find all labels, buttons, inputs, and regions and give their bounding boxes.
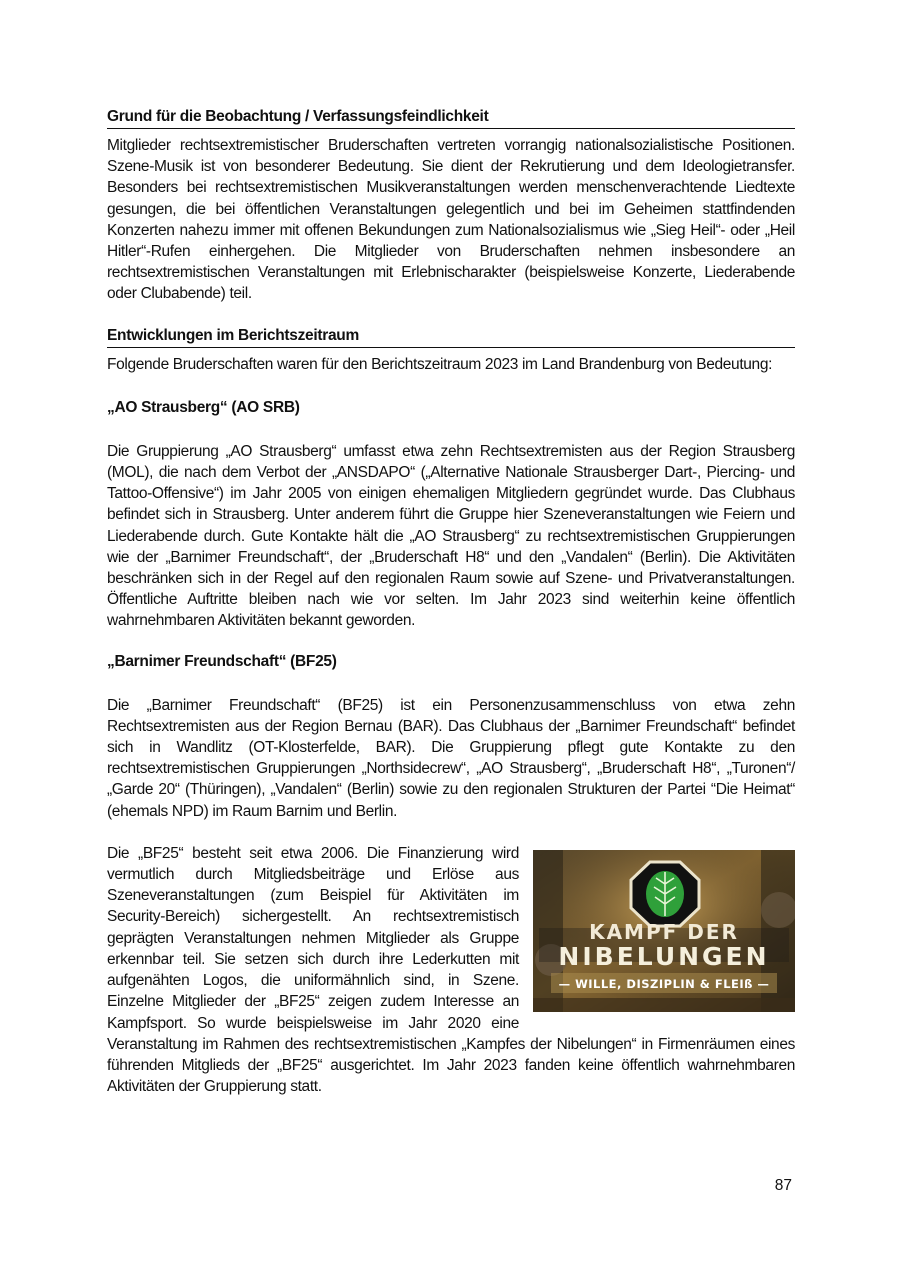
paragraph-reason: Mitglieder rechtsextremistischer Bruderschaften vertreten vorrangig nationalsozialistische Positionen. Szene-Musik ist von besonderer Bedeutung. Sie dient der Rekrutierung und dem Ideologietransfer. Besonders bei rechtsextremistischen Musikveranstaltungen werden menschenverachtende Liedtexte gesungen, die bei öffentlichen Veranstaltungen gelegentlich und bei im Geheimen stattfindenden Konzerten nahezu immer mit offenen Bekundungen zum Nationalsozialismus wie „Sieg Heil“- oder „Heil Hitler“-Rufen einhergehen. Die Mitglieder von Bruderschaften nehmen insbesondere an rechtsextremistischen Veranstaltungen mit Erlebnischarakter (beispielsweise Konzerte, Liederabende oder Clubabende) teil. bbox=[107, 137, 795, 303]
paragraph-developments-intro: Folgende Bruderschaften waren für den Berichtszeitraum 2023 im Land Brandenburg von Bedeutung: bbox=[107, 355, 773, 373]
subheading-ao-strausberg: „AO Strausberg“ (AO SRB) bbox=[107, 398, 300, 416]
paragraph-bf25-1: Die „Barnimer Freundschaft“ (BF25) ist ein Personenzusammenschluss von etwa zehn Rechtsextremisten aus der Region Bernau (BAR). Das Clubhaus der „Barnimer Freundschaft“ befindet sich in Wandlitz (OT-Klosterfelde, BAR). Die Gruppierung pflegt gute Kontakte zu den rechtsextremistischen Gruppierungen „Northsidecrew“, „AO Strausberg“, „Bruderschaft H8“, „Turonen“/ „Garde 20“ (Thüringen), „Vandalen“ (Berlin) sowie zu den regionalen Strukturen der Partei “Die Heimat“ (ehemals NPD) im Raum Barnim und Berlin. bbox=[107, 696, 795, 820]
subheading-bf25: „Barnimer Freundschaft“ (BF25) bbox=[107, 652, 337, 670]
paragraph-bf25-2: Die „BF25“ besteht seit etwa 2006. Die Finanzierung wird vermutlich durch Mitgliedsbeiträge und Erlöse aus Szeneveranstaltungen (zum Beispiel für Aktivitäten im Security-Bereich) sichergestellt. An rechtsextremistisch geprägten Veranstaltungen nehmen Mitglieder als Gruppe erkennbar teil. Sie setzen sich durch ihre Lederkutten mit aufgenähten Logos, die uniformähnlich sind, in Szene. Einzelne Mitglieder der „BF25“ zeigen zudem Interesse an Kampfsport. So wurde beispielsweise im Jahr 2020 eine Veranstaltung im Rahmen des rechtsextremistischen „Kampfes der Nibelungen“ in Firmenräumen eines führenden Mitglieds der „BF25“ ausgerichtet. Im Jahr 2023 fanden keine öffentlich wahrnehmbaren Aktivitäten der Gruppierung statt. bbox=[107, 844, 795, 1096]
document-page bbox=[107, 100, 795, 1097]
paragraph-ao-strausberg: Die Gruppierung „AO Strausberg“ umfasst etwa zehn Rechtsextremisten aus der Region Strausberg (MOL), die nach dem Verbot der „ANSDAPO“ („Alternative Nationale Strausberger Dart-, Piercing- und Tattoo-Offensive“) im Jahr 2005 von einigen ehemaligen Mitgliedern gegründet wurde. Das Clubhaus befindet sich in Strausberg. Unter anderem führt die Gruppe hier Szeneveranstaltungen wie Feiern und Liederabende durch. Gute Kontakte hält die „AO Strausberg“ zu rechtsextremistischen Gruppierungen wie der „Barnimer Freundschaft“, der „Bruderschaft H8“ und den „Vandalen“ (Berlin). Die Aktivitäten beschränken sich in der Regel auf den regionalen Raum sowie auf Szene- und Privatveranstaltungen. Öffentliche Auftritte bleiben nach wie vor selten. Im Jahr 2023 sind weiterhin keine öffentlich wahrnehmbaren Aktivitäten bekannt geworden. bbox=[107, 442, 795, 630]
svg-text:KAMPF DER: KAMPF DER bbox=[589, 919, 739, 944]
svg-text:NIBELUNGEN: NIBELUNGEN bbox=[558, 941, 770, 971]
section-heading-developments: Entwicklungen im Berichtszeitraum bbox=[107, 327, 795, 348]
kampf-der-nibelungen-image bbox=[533, 850, 795, 1012]
svg-text:— WILLE, DISZIPLIN & FLEIß —: — WILLE, DISZIPLIN & FLEIß — bbox=[558, 976, 770, 991]
page-number: 87 bbox=[774, 1177, 792, 1194]
section-heading-reason: Grund für die Beobachtung / Verfassungsfeindlichkeit bbox=[107, 108, 795, 129]
